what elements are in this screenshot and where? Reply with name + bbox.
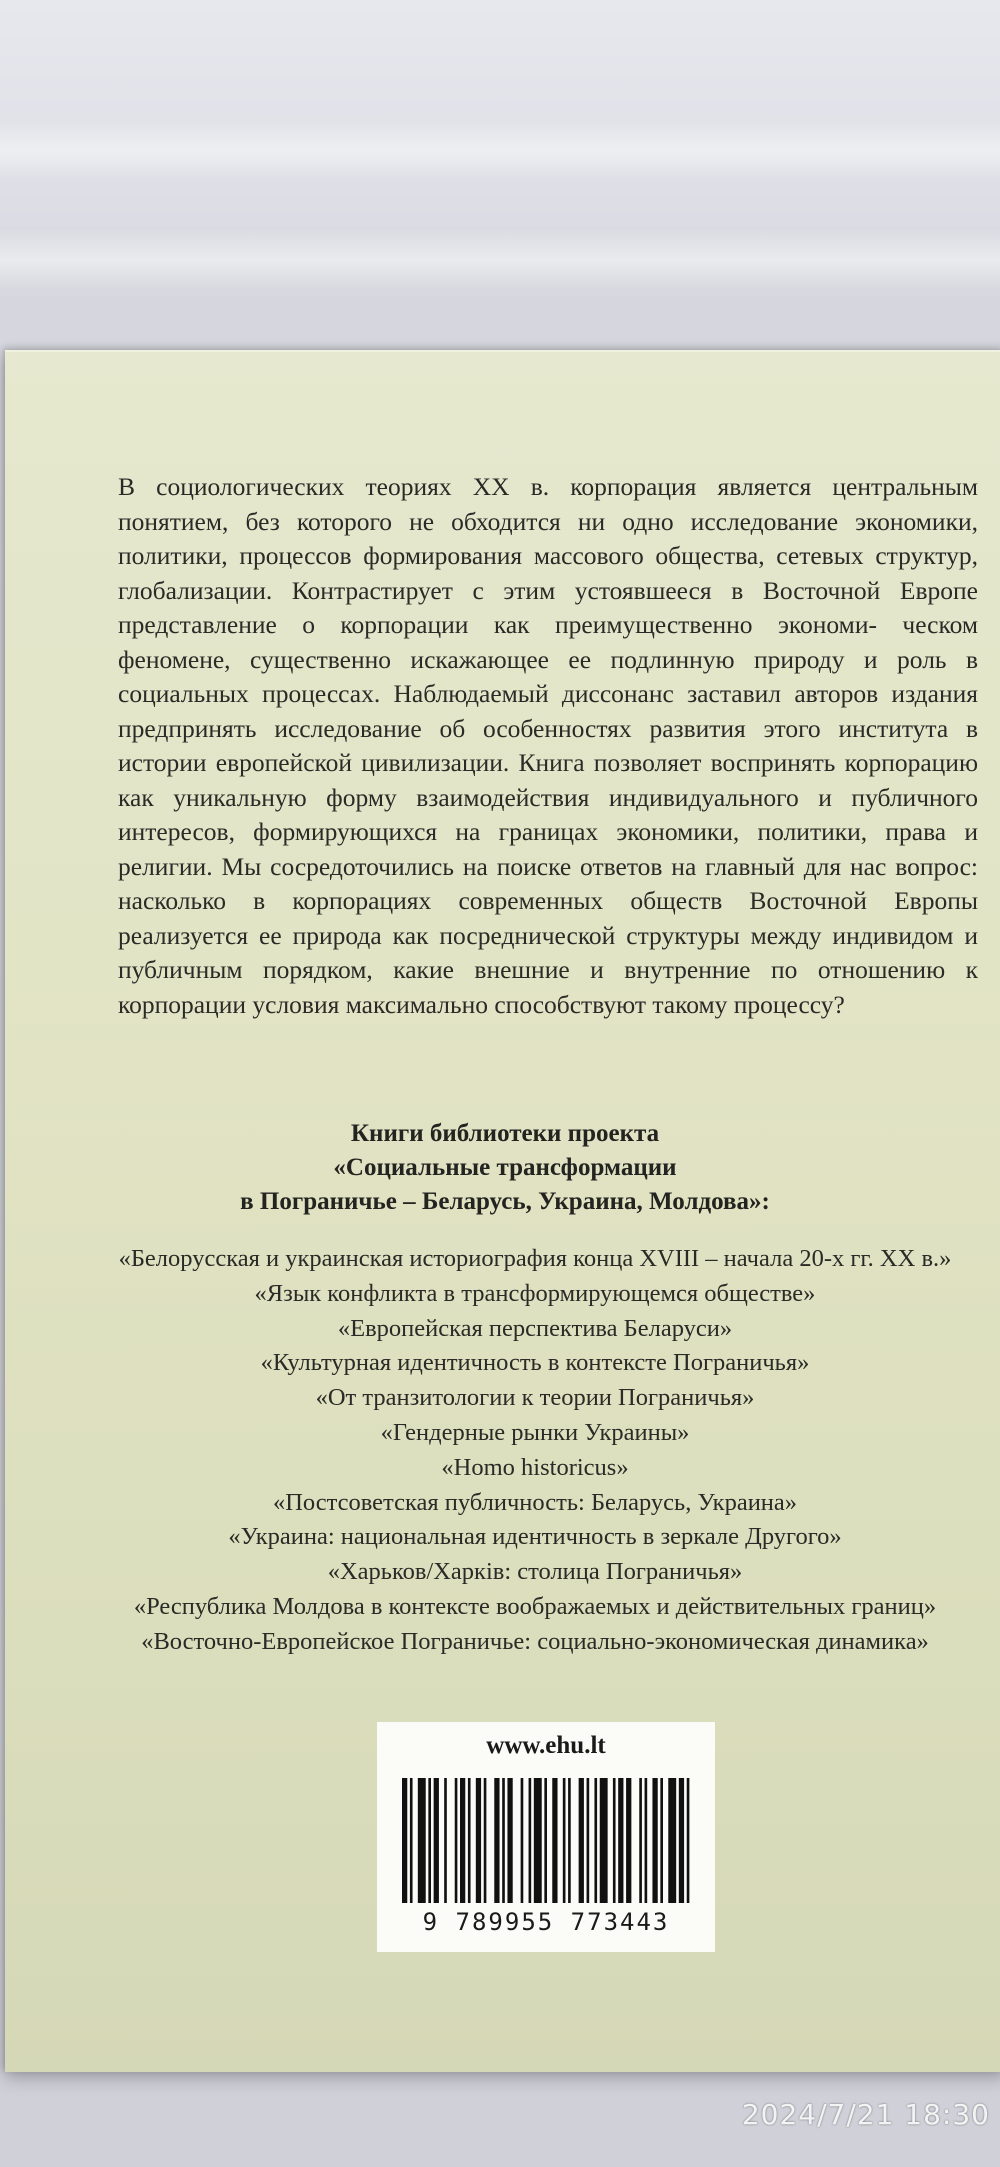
barcode-bar	[455, 1778, 458, 1903]
barcode-bar	[579, 1778, 584, 1903]
series-book-item: «Восточно-Европейское Пограничье: социально-экономическая динамика»	[141, 1627, 929, 1655]
barcode-bar	[626, 1778, 631, 1903]
barcode-bar	[552, 1778, 557, 1903]
barcode-bar	[410, 1778, 413, 1903]
series-book-item: «Гендерные рынки Украины»	[380, 1418, 690, 1446]
barcode-bar	[507, 1778, 512, 1903]
barcode-bar	[600, 1778, 608, 1903]
barcode-bar	[534, 1778, 542, 1903]
barcode-bar	[639, 1778, 642, 1903]
blurb-line: воспринять корпорацию как уникальную форму взаимодействия	[118, 748, 978, 812]
blurb-line: понятием, без которого не обходится ни одно исследование экономики,	[118, 506, 978, 536]
barcode-bar	[652, 1778, 657, 1903]
series-book-item: «Культурная идентичность в контексте Пограничья»	[260, 1349, 810, 1377]
barcode-bar	[687, 1778, 690, 1903]
publisher-website: www.ehu.lt	[486, 1732, 606, 1759]
barcode-bar	[521, 1778, 524, 1903]
blurb-line: Европе представление о корпорации как преимущественно экономи-	[118, 575, 978, 639]
blurb-text	[118, 470, 978, 1022]
barcode-bar	[476, 1778, 481, 1903]
series-book-item: «Белорусская и украинская историография конца XVIII – начала 20-х гг. XX в.»	[118, 1245, 952, 1272]
barcode-bar	[587, 1778, 590, 1903]
cloth-fold	[0, 120, 1000, 180]
isbn-digits: 9 789955 773443	[422, 1908, 670, 1936]
series-book-list	[65, 1242, 1000, 1660]
series-book-item: «Республика Молдова в контексте воображаемых и действительных границ»	[133, 1592, 937, 1620]
barcode-bar	[613, 1778, 616, 1903]
blurb-line: ческом феномене, существенно искажающее ее подлинную природу и	[118, 610, 978, 674]
barcode-bar	[468, 1778, 471, 1903]
series-book-item: «Харьков/Харкiв: столица Пограничья»	[327, 1558, 743, 1586]
barcode-bar	[529, 1778, 532, 1903]
barcode-icon	[402, 1778, 692, 1903]
barcode-bar	[618, 1778, 623, 1903]
series-heading-line: «Социальные трансформации	[333, 1154, 677, 1181]
blurb-line: какие внешние и внутренние по отношению к корпорации условия	[118, 955, 979, 1019]
series-heading	[5, 1117, 1000, 1219]
barcode-bar	[444, 1778, 447, 1903]
series-book-item: «От транзитологии к теории Пограничья»	[315, 1384, 755, 1412]
barcode-bar	[645, 1778, 648, 1903]
barcode-bar	[460, 1778, 465, 1903]
blurb-line: посреднической структуры между индивидом и публичным порядком,	[118, 920, 979, 984]
blurb-line: максимально способствуют такому процессу?	[345, 989, 845, 1019]
blurb-line: этого института в истории европейской цивилизации. Книга позволяет	[118, 713, 979, 777]
blurb-line: роль в социальных процессах. Наблюдаемый диссонанс заставил	[118, 644, 979, 708]
series-heading-line: Книги библиотеки проекта	[350, 1120, 660, 1147]
barcode-bar	[502, 1778, 505, 1903]
barcode-bar	[660, 1778, 663, 1903]
series-book-item: «Постсоветская публичность: Беларусь, Украина»	[272, 1488, 798, 1516]
barcode-bar	[494, 1778, 499, 1903]
photo-timestamp: 2024/7/21 18:30	[741, 2098, 990, 2131]
series-book-item: «Homo historicus»	[441, 1453, 629, 1481]
blurb-line: индивидуального и публичного интересов, формирующихся на	[118, 782, 978, 846]
cloth-fold	[0, 230, 1000, 290]
barcode-bar	[434, 1778, 439, 1903]
blurb-line: В социологических теориях XX в. корпорация является центральным	[118, 472, 978, 501]
series-heading-line: в Пограничье – Беларусь, Украина, Молдова»:	[240, 1188, 770, 1215]
blurb-line: структур, глобализации. Контрастирует с этим устоявшееся в Восточной	[118, 541, 978, 605]
blurb-line: авторов издания предпринять исследование об особенностях развития	[118, 679, 978, 743]
blurb-line: границах экономики, политики, права и религии. Мы сосредоточились	[118, 817, 978, 881]
barcode-bar	[563, 1778, 566, 1903]
barcode-bar	[402, 1778, 407, 1903]
barcode-label	[377, 1722, 715, 1952]
book-back-cover	[5, 350, 1000, 2072]
barcode-bar	[568, 1778, 571, 1903]
blurb-line: на поиске ответов на главный для нас вопрос: насколько в корпорациях	[118, 851, 978, 915]
series-book-item: «Язык конфликта в трансформирующемся обществе»	[254, 1279, 816, 1307]
series-book-item: «Европейская перспектива Беларуси»	[337, 1314, 733, 1342]
barcode-bar	[679, 1778, 684, 1903]
series-book-item: «Украина: национальная идентичность в зеркале Другого»	[228, 1523, 842, 1551]
blurb-line: современных обществ Восточной Европы реализуется ее природа как	[118, 886, 978, 950]
barcode-bar	[428, 1778, 431, 1903]
barcode-bar	[484, 1778, 487, 1903]
barcode-bar	[418, 1778, 426, 1903]
barcode-bar	[544, 1778, 547, 1903]
barcode-bar	[594, 1778, 597, 1903]
barcode-bar	[668, 1778, 676, 1903]
blurb-line: политики, процессов формирования массового общества, сетевых	[118, 541, 864, 570]
